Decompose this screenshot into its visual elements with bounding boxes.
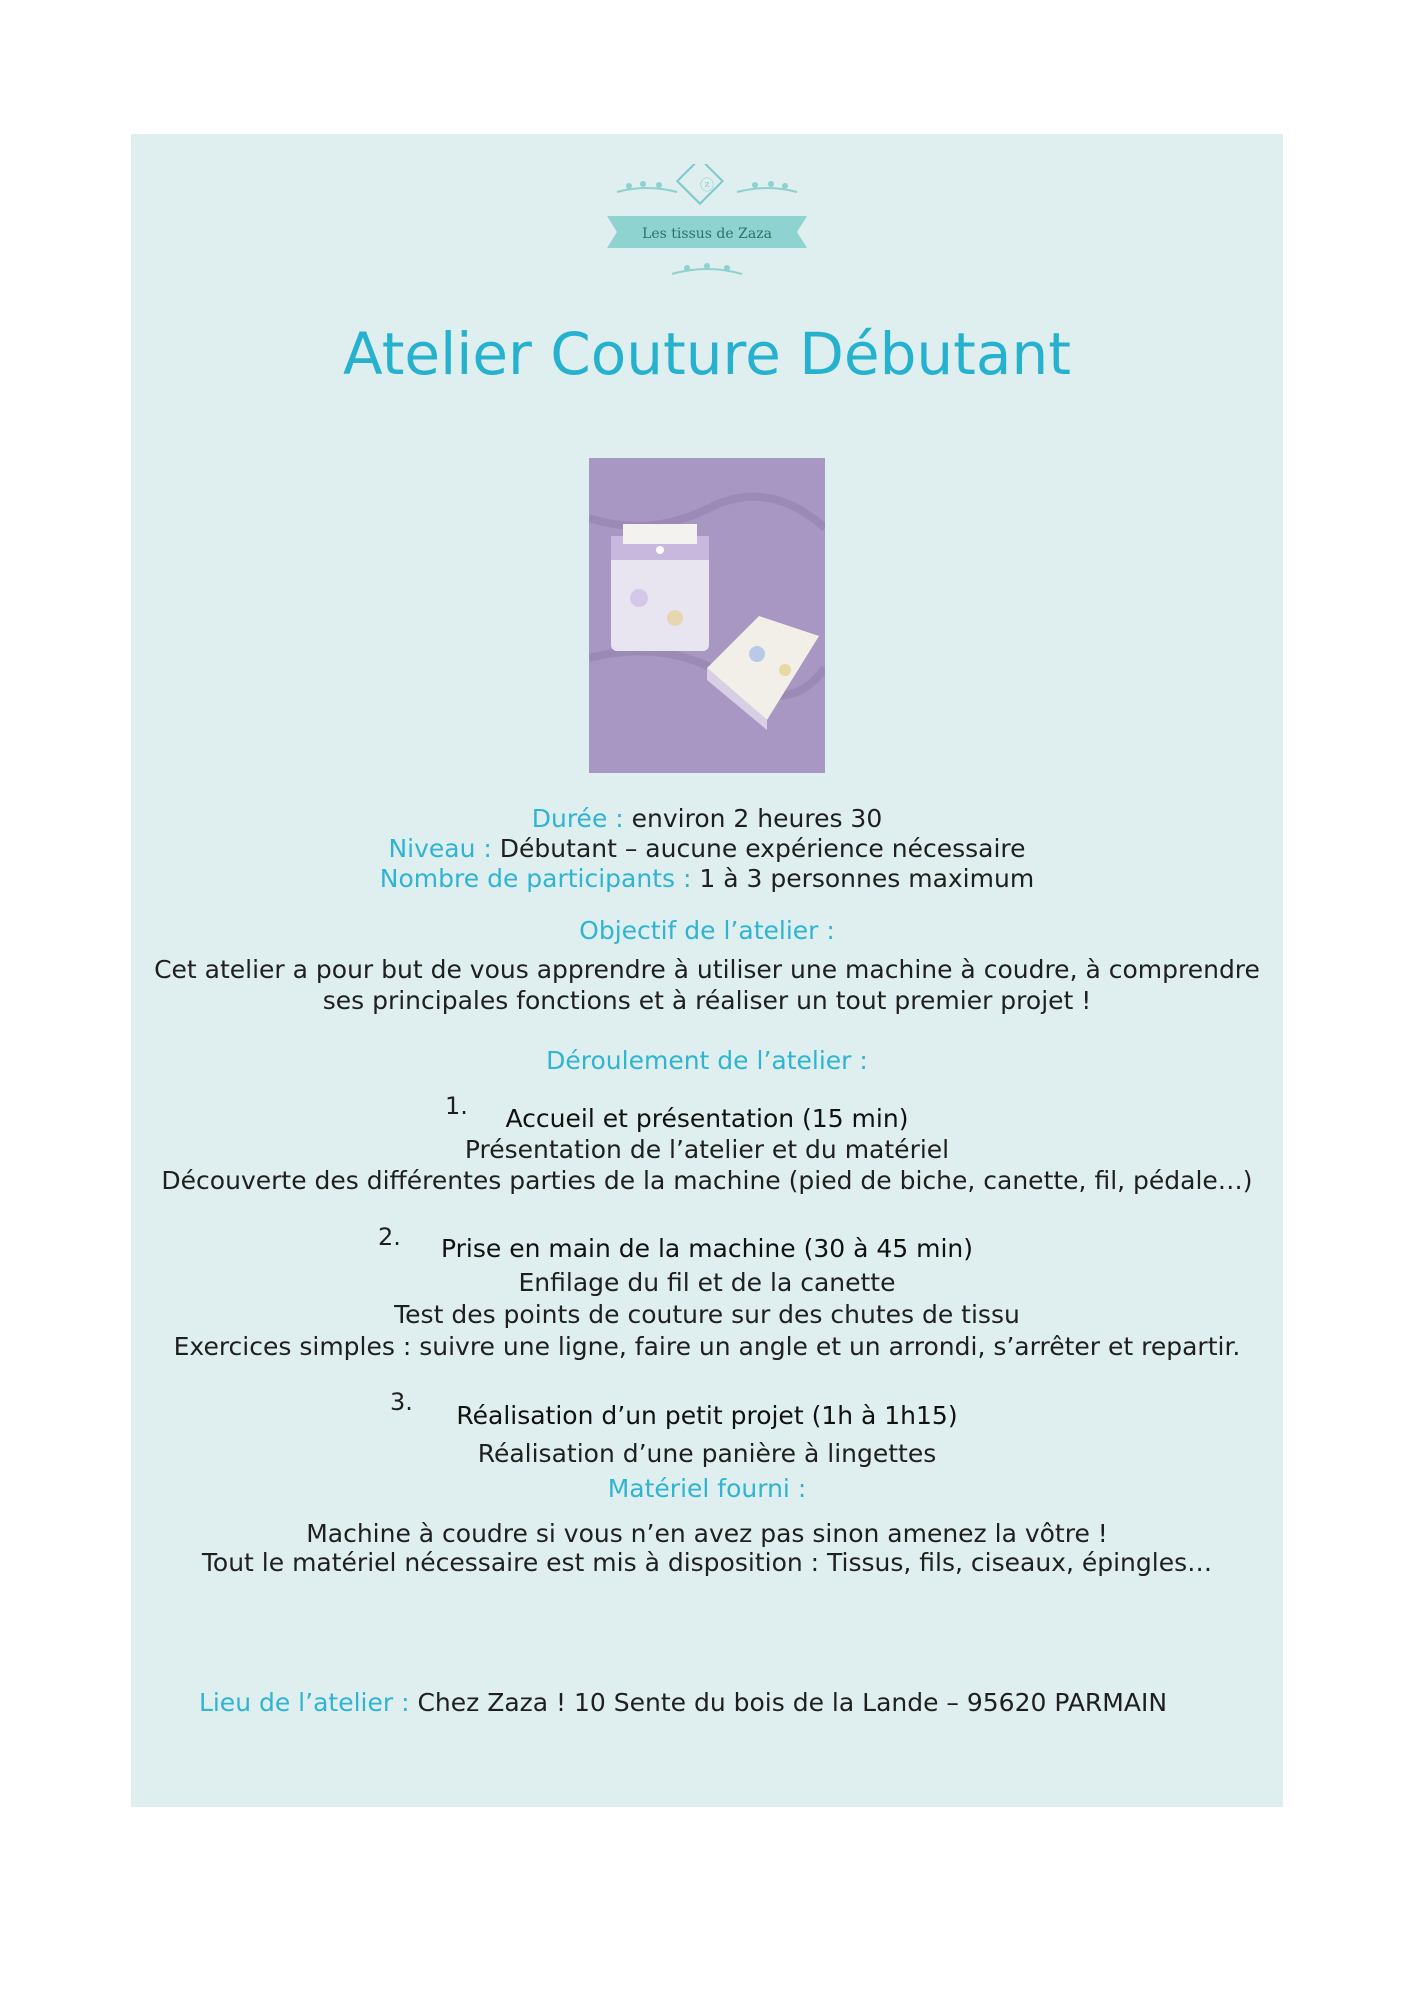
step-3-line-1: Réalisation d’une panière à lingettes [477,1439,937,1468]
page-title: Atelier Couture Débutant [343,320,1071,388]
lieu-line [107,1688,1259,1718]
step-2-line-3: Exercices simples : suivre une ligne, faire un angle et un arrondi, s’arrêter et repartir. [173,1332,1241,1361]
logo-text: Les tissus de Zaza [642,226,772,242]
duree-value: environ 2 heures 30 [623,804,883,833]
participants-value: 1 à 3 personnes maximum [691,864,1035,893]
step-2-line-2: Test des points de couture sur des chutes de tissu [394,1300,1020,1329]
duree-label: Durée : [531,804,624,833]
step-2-line-1: Enfilage du fil et de la canette [518,1268,896,1297]
niveau-label: Niveau : [388,834,492,863]
step-1-title: Accueil et présentation (15 min) [505,1104,909,1133]
step-3-number: 3. [390,1388,413,1416]
materiel-text-1: Machine à coudre si vous n’en avez pas sinon amenez la vôtre ! [306,1519,1108,1548]
objectif-text-2: ses principales fonctions et à réaliser un tout premier projet ! [322,986,1092,1015]
niveau-value: Débutant – aucune expérience nécessaire [491,834,1026,863]
info-duree [131,804,1283,834]
participants-label: Nombre de participants : [379,864,692,893]
lieu-label: Lieu de l’atelier : [198,1688,410,1717]
info-niveau [131,834,1283,864]
materiel-heading: Matériel fourni : [607,1474,807,1503]
step-1-line-2: Découverte des différentes parties de la machine (pied de biche, canette, fil, pédale…) [161,1166,1253,1195]
objectif-text-1: Cet atelier a pour but de vous apprendre à utiliser une machine à coudre, à comprendre [154,955,1260,984]
materiel-text-2: Tout le matériel nécessaire est mis à disposition : Tissus, fils, ciseaux, épingles… [201,1548,1213,1577]
flyer-panel [131,134,1283,1807]
step-2-title: Prise en main de la machine (30 à 45 min) [440,1234,974,1263]
step-1-line-1: Présentation de l’atelier et du matériel [464,1135,950,1164]
step-3-title: Réalisation d’un petit projet (1h à 1h15) [456,1401,958,1430]
project-photo [589,458,825,773]
deroulement-heading: Déroulement de l’atelier : [546,1046,868,1075]
step-2-number: 2. [378,1223,401,1251]
info-participants [131,864,1283,894]
brand-logo [131,164,1283,304]
svg-text:ⓩ: ⓩ [700,178,714,194]
objectif-heading: Objectif de l’atelier : [579,916,835,945]
logo-graphic [607,164,807,304]
step-1-number: 1. [445,1092,468,1120]
lieu-value: Chez Zaza ! 10 Sente du bois de la Lande – 95620 PARMAIN [409,1688,1168,1717]
